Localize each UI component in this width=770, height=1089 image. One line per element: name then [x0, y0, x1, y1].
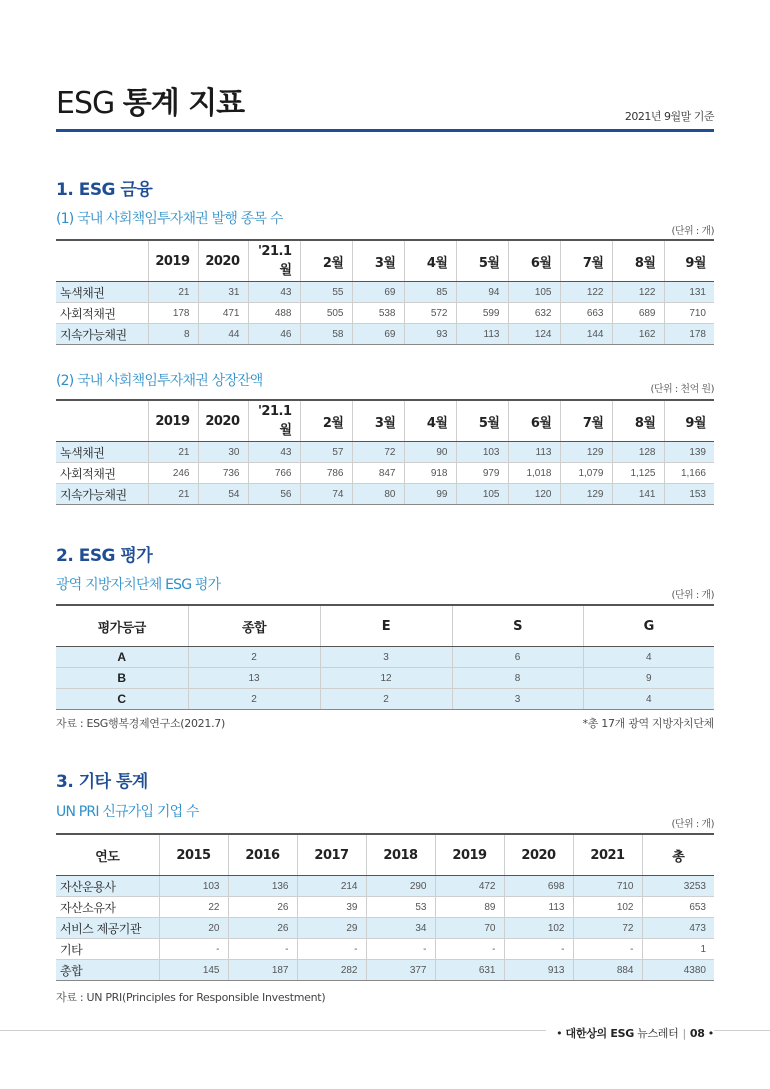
table-cell: 69	[352, 324, 404, 345]
table-row	[56, 668, 714, 689]
column-header: 2020	[504, 834, 573, 876]
table-cell: 13	[188, 668, 320, 689]
table-cell: 6	[452, 647, 583, 668]
table-cell: 139	[664, 442, 714, 463]
column-header: 5월	[456, 400, 508, 442]
table-cell: 21	[148, 282, 198, 303]
column-header: 2019	[148, 240, 198, 282]
table-cell: 471	[198, 303, 248, 324]
table-cell: 89	[435, 897, 504, 918]
column-header: 2015	[159, 834, 228, 876]
column-header: 6월	[508, 400, 560, 442]
table-cell: 884	[573, 960, 642, 981]
table-row	[56, 876, 714, 897]
row-label: 자산소유자	[56, 897, 159, 918]
column-header: 3월	[352, 240, 404, 282]
table-cell: 131	[664, 282, 714, 303]
table-cell: 3	[452, 689, 583, 710]
column-header: 8월	[612, 240, 664, 282]
table-cell: -	[435, 939, 504, 960]
table-cell: 4	[583, 647, 714, 668]
row-label: 서비스 제공기관	[56, 918, 159, 939]
table-cell: 26	[228, 918, 297, 939]
table-cell: 472	[435, 876, 504, 897]
table-cell: 599	[456, 303, 508, 324]
table-row	[56, 484, 714, 505]
table-cell: 94	[456, 282, 508, 303]
column-header: 9월	[664, 240, 714, 282]
unpri-unit: (단위 : 개)	[671, 819, 714, 830]
table-cell: 70	[435, 918, 504, 939]
table-cell: 103	[159, 876, 228, 897]
table-cell: 145	[159, 960, 228, 981]
column-header-label	[56, 400, 148, 442]
table-cell: 113	[504, 897, 573, 918]
table-cell: 20	[159, 918, 228, 939]
table-cell: 918	[404, 463, 456, 484]
table-cell: 44	[198, 324, 248, 345]
table-cell: 129	[560, 442, 612, 463]
table-row	[56, 689, 714, 710]
esg-evaluation-table	[56, 604, 714, 710]
footer-bullet-left: •	[556, 1027, 563, 1040]
table-cell: 505	[300, 303, 352, 324]
column-header-label	[56, 240, 148, 282]
table-cell: 698	[504, 876, 573, 897]
table-cell: 43	[248, 442, 300, 463]
table-cell: 8	[148, 324, 198, 345]
table-cell: 12	[320, 668, 452, 689]
table-cell: 913	[504, 960, 573, 981]
table-cell: 39	[297, 897, 366, 918]
table-cell: 30	[198, 442, 248, 463]
header-rule	[56, 129, 714, 132]
table-cell: 3	[320, 647, 452, 668]
table-cell: 4380	[642, 960, 714, 981]
footer-bullet-right: •	[707, 1027, 714, 1040]
table-cell: 102	[504, 918, 573, 939]
column-header: 종합	[188, 605, 320, 647]
table-cell: 31	[198, 282, 248, 303]
table-cell: 8	[452, 668, 583, 689]
column-header: 2017	[297, 834, 366, 876]
unpri-signatories-table	[56, 833, 714, 981]
column-header: 총	[642, 834, 714, 876]
table-cell: 80	[352, 484, 404, 505]
column-header: 7월	[560, 240, 612, 282]
table-cell: 1,125	[612, 463, 664, 484]
section1-heading: 1. ESG 금융	[56, 180, 153, 200]
column-header: 8월	[612, 400, 664, 442]
table-cell: 377	[366, 960, 435, 981]
esg-eval-subtitle: 광역 지방자치단체 ESG 평가	[56, 577, 221, 593]
table-row	[56, 897, 714, 918]
table-cell: 21	[148, 484, 198, 505]
table-cell: 102	[573, 897, 642, 918]
table1-unit: (단위 : 개)	[671, 226, 714, 237]
table-cell: 2	[188, 689, 320, 710]
page-title	[56, 84, 244, 124]
column-header: 2020	[198, 400, 248, 442]
column-header: 4월	[404, 400, 456, 442]
column-header: 6월	[508, 240, 560, 282]
table2-subtitle: (2) 국내 사회책임투자채권 상장잔액	[56, 373, 263, 389]
table-cell: 54	[198, 484, 248, 505]
esg-eval-unit: (단위 : 개)	[671, 590, 714, 601]
table-cell: 22	[159, 897, 228, 918]
row-label: A	[56, 647, 188, 668]
row-label: 사회적채권	[56, 303, 148, 324]
column-header: 2019	[435, 834, 504, 876]
table-cell: -	[504, 939, 573, 960]
unpri-source: 자료 : UN PRI(Principles for Responsible Investment)	[56, 991, 326, 1004]
table-cell: 93	[404, 324, 456, 345]
table-cell: 113	[508, 442, 560, 463]
table-cell: -	[297, 939, 366, 960]
table-cell: 178	[664, 324, 714, 345]
table-cell: 58	[300, 324, 352, 345]
column-header: 9월	[664, 400, 714, 442]
table-cell: 663	[560, 303, 612, 324]
table-cell: 3253	[642, 876, 714, 897]
table-cell: -	[366, 939, 435, 960]
column-header: 2018	[366, 834, 435, 876]
column-header: 4월	[404, 240, 456, 282]
table-cell: 129	[560, 484, 612, 505]
table-cell: 43	[248, 282, 300, 303]
table-cell: 53	[366, 897, 435, 918]
table-cell: 29	[297, 918, 366, 939]
bond-issuance-count-table	[56, 239, 714, 345]
row-label: 녹색채권	[56, 282, 148, 303]
footer-publication-suffix: 뉴스레터	[637, 1027, 679, 1040]
table-cell: 85	[404, 282, 456, 303]
table-cell: 72	[573, 918, 642, 939]
table-cell: 120	[508, 484, 560, 505]
footer-separator: |	[682, 1027, 686, 1040]
table-row	[56, 324, 714, 345]
table-cell: 2	[320, 689, 452, 710]
table-cell: 34	[366, 918, 435, 939]
table-cell: 26	[228, 897, 297, 918]
page-title-en: ESG	[56, 86, 115, 121]
table-cell: 786	[300, 463, 352, 484]
table-cell: 124	[508, 324, 560, 345]
row-label: B	[56, 668, 188, 689]
table-cell: 162	[612, 324, 664, 345]
table-cell: 99	[404, 484, 456, 505]
table-cell: 9	[583, 668, 714, 689]
row-label: 기타	[56, 939, 159, 960]
column-header: '21.1월	[248, 240, 300, 282]
table-cell: 246	[148, 463, 198, 484]
column-header: 3월	[352, 400, 404, 442]
table-cell: 632	[508, 303, 560, 324]
table-cell: 538	[352, 303, 404, 324]
table2-unit: (단위 : 천억 원)	[650, 384, 714, 395]
unpri-subtitle: UN PRI 신규가입 기업 수	[56, 804, 199, 820]
table-row	[56, 303, 714, 324]
table-cell: 69	[352, 282, 404, 303]
section2-heading: 2. ESG 평가	[56, 546, 153, 566]
table-cell: 105	[456, 484, 508, 505]
table-cell: 144	[560, 324, 612, 345]
column-header: 5월	[456, 240, 508, 282]
table-row	[56, 282, 714, 303]
bond-listed-balance-table	[56, 399, 714, 505]
table-cell: 105	[508, 282, 560, 303]
column-header: G	[583, 605, 714, 647]
table-cell: 631	[435, 960, 504, 981]
column-header-label: 평가등급	[56, 605, 188, 647]
column-header: 2019	[148, 400, 198, 442]
row-label: C	[56, 689, 188, 710]
table-cell: 103	[456, 442, 508, 463]
table-cell: 128	[612, 442, 664, 463]
table-cell: 21	[148, 442, 198, 463]
table-cell: 766	[248, 463, 300, 484]
table-cell: 473	[642, 918, 714, 939]
column-header: 2020	[198, 240, 248, 282]
table-cell: 1,018	[508, 463, 560, 484]
column-header-label: 연도	[56, 834, 159, 876]
table-cell: 187	[228, 960, 297, 981]
table-cell: 178	[148, 303, 198, 324]
table-row	[56, 647, 714, 668]
row-label: 지속가능채권	[56, 484, 148, 505]
row-label: 사회적채권	[56, 463, 148, 484]
table-cell: 72	[352, 442, 404, 463]
column-header: 7월	[560, 400, 612, 442]
table-cell: 122	[612, 282, 664, 303]
table-cell: 113	[456, 324, 508, 345]
column-header: 2월	[300, 240, 352, 282]
table1-subtitle: (1) 국내 사회책임투자채권 발행 종목 수	[56, 211, 283, 227]
table-cell: 136	[228, 876, 297, 897]
table-cell: 736	[198, 463, 248, 484]
table-cell: 1,166	[664, 463, 714, 484]
table-cell: 488	[248, 303, 300, 324]
esg-eval-note: *총 17개 광역 지방자치단체	[582, 717, 714, 730]
row-label: 지속가능채권	[56, 324, 148, 345]
table-cell: 710	[664, 303, 714, 324]
table-cell: 290	[366, 876, 435, 897]
table-cell: 46	[248, 324, 300, 345]
table-row	[56, 463, 714, 484]
column-header: 2021	[573, 834, 642, 876]
table-cell: -	[159, 939, 228, 960]
table-cell: 153	[664, 484, 714, 505]
table-row	[56, 442, 714, 463]
table-cell: 56	[248, 484, 300, 505]
date-note: 2021년 9월말 기준	[624, 110, 714, 123]
table-cell: 57	[300, 442, 352, 463]
page-title-ko: 통계 지표	[122, 86, 245, 121]
table-cell: 1,079	[560, 463, 612, 484]
footer-publication: 대한상의 ESG	[565, 1027, 634, 1040]
table-cell: 653	[642, 897, 714, 918]
table-cell: 122	[560, 282, 612, 303]
table-row	[56, 960, 714, 981]
table-cell: 979	[456, 463, 508, 484]
section3-heading: 3. 기타 통계	[56, 772, 148, 792]
column-header: 2월	[300, 400, 352, 442]
table-cell: 74	[300, 484, 352, 505]
table-cell: -	[573, 939, 642, 960]
column-header: E	[320, 605, 452, 647]
table-row	[56, 939, 714, 960]
table-cell: 90	[404, 442, 456, 463]
footer	[546, 1025, 714, 1041]
column-header: '21.1월	[248, 400, 300, 442]
table-cell: 689	[612, 303, 664, 324]
row-label: 자산운용사	[56, 876, 159, 897]
table-cell: 710	[573, 876, 642, 897]
table-cell: 282	[297, 960, 366, 981]
row-label: 녹색채권	[56, 442, 148, 463]
column-header: 2016	[228, 834, 297, 876]
table-cell: 2	[188, 647, 320, 668]
table-row	[56, 918, 714, 939]
table-cell: 214	[297, 876, 366, 897]
esg-eval-source: 자료 : ESG행복경제연구소(2021.7)	[56, 717, 225, 730]
row-label: 총합	[56, 960, 159, 981]
footer-page-number: 08	[689, 1027, 705, 1040]
table-cell: 572	[404, 303, 456, 324]
table-cell: 55	[300, 282, 352, 303]
table-cell: 4	[583, 689, 714, 710]
table-cell: 1	[642, 939, 714, 960]
column-header: S	[452, 605, 583, 647]
table-cell: 847	[352, 463, 404, 484]
table-cell: 141	[612, 484, 664, 505]
table-cell: -	[228, 939, 297, 960]
